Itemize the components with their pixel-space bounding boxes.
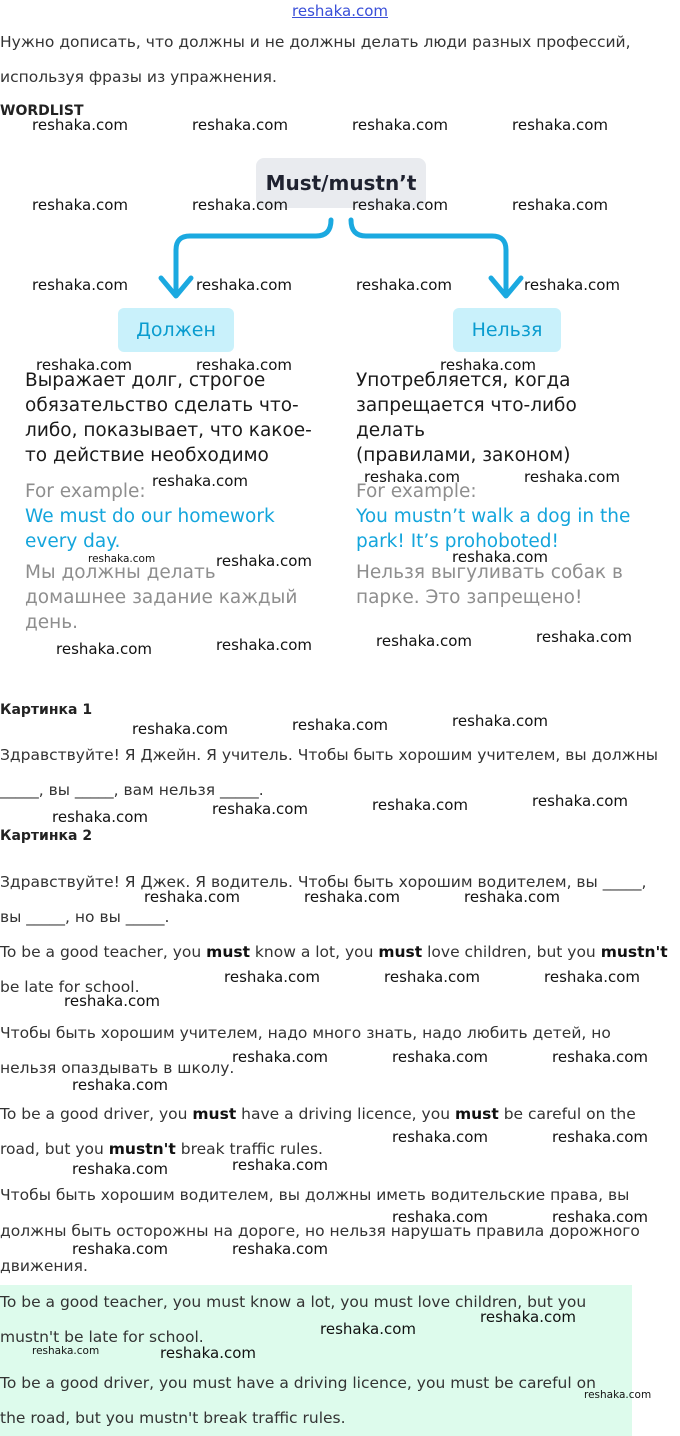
right-desc-2: запрещается что-либо (356, 395, 577, 416)
watermark: reshaka.com (552, 1208, 648, 1226)
watermark: reshaka.com (452, 712, 548, 730)
watermark: reshaka.com (524, 468, 620, 486)
picture2-line-2: вы _____, но вы _____. (0, 908, 170, 926)
left-example-2: every day. (25, 531, 121, 552)
mustnt-box (453, 308, 561, 352)
picture1-line-1: Здравствуйте! Я Джейн. Я учитель. Чтобы быть хорошим учителем, вы должны (0, 746, 659, 764)
must-label: Должен (136, 319, 216, 341)
watermark: reshaka.com (32, 116, 128, 134)
watermark: reshaka.com (212, 800, 308, 818)
right-example-2: park! It’s prohoboted! (356, 531, 559, 552)
watermark: reshaka.com (392, 1208, 488, 1226)
right-translation-1: Нельзя выгуливать собак в (356, 562, 623, 583)
picture1-line-2: _____, вы _____, вам нельзя _____. (0, 781, 264, 799)
left-translation-1: Мы должны делать (25, 562, 216, 583)
left-translation-3: день. (25, 612, 79, 633)
watermark: reshaka.com (292, 716, 388, 734)
watermark: reshaka.com (216, 636, 312, 654)
teacher-ru-line-2: нельзя опаздывать в школу. (0, 1059, 235, 1077)
right-desc-1: Употребляется, когда (356, 370, 571, 391)
diagram-title: Must/mustn’t (265, 171, 417, 195)
left-desc-4: то действие необходимо (25, 445, 269, 466)
right-desc-4: (правилами, законом) (356, 445, 571, 466)
watermark: reshaka.com (552, 1048, 648, 1066)
watermark: reshaka.com (64, 992, 160, 1010)
driver-ru-line-3: движения. (0, 1257, 88, 1275)
watermark: reshaka.com (232, 1048, 328, 1066)
watermark: reshaka.com (440, 356, 536, 374)
watermark: reshaka.com (352, 196, 448, 214)
driver-ru-line-2: должны быть осторожны на дороге, но нельзя нарушать правила дорожного (0, 1222, 640, 1240)
picture1-title: Картинка 1 (0, 702, 93, 718)
diagram-arrows (0, 0, 680, 320)
answer-line-1: To be a good teacher, you must know a lot, you must love children, but you (0, 1293, 587, 1311)
watermark: reshaka.com (224, 968, 320, 986)
task-line-2: используя фразы из упражнения. (0, 68, 277, 86)
teacher-en-line-1: To be a good teacher, you must know a lot, you must love children, but you mustn't (0, 943, 668, 961)
watermark: reshaka.com (196, 356, 292, 374)
left-example-1: We must do our homework (25, 506, 275, 527)
watermark: reshaka.com (524, 276, 620, 294)
watermark: reshaka.com (364, 468, 460, 486)
watermark: reshaka.com (544, 968, 640, 986)
watermark: reshaka.com (56, 640, 152, 658)
watermark: reshaka.com (192, 196, 288, 214)
left-desc-2: обязательство сделать что- (25, 395, 299, 416)
right-example-1: You mustn’t walk a dog in the (356, 506, 631, 527)
watermark: reshaka.com (536, 628, 632, 646)
watermark: reshaka.com (352, 116, 448, 134)
task-line-1: Нужно дописать, что должны и не должны делать люди разных профессий, (0, 33, 631, 51)
watermark: reshaka.com (72, 1160, 168, 1178)
watermark: reshaka.com (384, 968, 480, 986)
watermark: reshaka.com (196, 276, 292, 294)
watermark: reshaka.com (132, 720, 228, 738)
watermark: reshaka.com (376, 632, 472, 650)
watermark: reshaka.com (392, 1048, 488, 1066)
watermark: reshaka.com (584, 1389, 652, 1401)
right-translation-2: парке. Это запрещено! (356, 587, 583, 608)
left-desc-3: либо, показывает, что какое- (25, 420, 312, 441)
watermark: reshaka.com (192, 116, 288, 134)
watermark: reshaka.com (32, 276, 128, 294)
watermark: reshaka.com (452, 548, 548, 566)
driver-en-line-2: road, but you mustn't break traffic rules. (0, 1140, 323, 1158)
right-desc-3: делать (356, 420, 426, 441)
driver-en-line-1: To be a good driver, you must have a driving licence, you must be careful on the (0, 1105, 636, 1123)
left-translation-2: домашнее задание каждый (25, 587, 298, 608)
watermark: reshaka.com (52, 808, 148, 826)
watermark: reshaka.com (160, 1344, 256, 1362)
driver-ru-line-1: Чтобы быть хорошим водителем, вы должны иметь водительские права, вы (0, 1186, 630, 1204)
watermark: reshaka.com (512, 116, 608, 134)
watermark: reshaka.com (32, 196, 128, 214)
picture2-line-1: Здравствуйте! Я Джек. Я водитель. Чтобы быть хорошим водителем, вы _____, (0, 873, 647, 891)
right-example-label: For example: (356, 481, 477, 502)
watermark: reshaka.com (144, 888, 240, 906)
watermark: reshaka.com (552, 1128, 648, 1146)
watermark: reshaka.com (232, 1156, 328, 1174)
wordlist-title: WORDLIST (0, 103, 84, 119)
watermark: reshaka.com (88, 553, 156, 565)
teacher-ru-line-1: Чтобы быть хорошим учителем, надо много знать, надо любить детей, но (0, 1024, 611, 1042)
must-box (118, 308, 234, 352)
site-link[interactable]: reshaka.com (292, 2, 388, 20)
answer-line-2: mustn't be late for school. (0, 1328, 204, 1346)
watermark: reshaka.com (72, 1076, 168, 1094)
answer-line-3: To be a good driver, you must have a driving licence, you must be careful on (0, 1374, 596, 1392)
watermark: reshaka.com (512, 196, 608, 214)
mustnt-label: Нельзя (471, 319, 543, 341)
watermark: reshaka.com (216, 552, 312, 570)
watermark: reshaka.com (32, 1345, 100, 1357)
watermark: reshaka.com (464, 888, 560, 906)
watermark: reshaka.com (356, 276, 452, 294)
watermark: reshaka.com (532, 792, 628, 810)
left-desc-1: Выражает долг, строгое (25, 370, 266, 391)
watermark: reshaka.com (304, 888, 400, 906)
watermark: reshaka.com (72, 1240, 168, 1258)
watermark: reshaka.com (372, 796, 468, 814)
watermark: reshaka.com (320, 1320, 416, 1338)
picture2-title: Картинка 2 (0, 828, 93, 844)
watermark: reshaka.com (152, 472, 248, 490)
answer-line-4: the road, but you mustn't break traffic rules. (0, 1409, 346, 1427)
watermark: reshaka.com (36, 356, 132, 374)
teacher-en-line-2: be late for school. (0, 978, 140, 996)
watermark: reshaka.com (480, 1308, 576, 1326)
watermark: reshaka.com (232, 1240, 328, 1258)
left-example-label: For example: (25, 481, 146, 502)
watermark: reshaka.com (392, 1128, 488, 1146)
